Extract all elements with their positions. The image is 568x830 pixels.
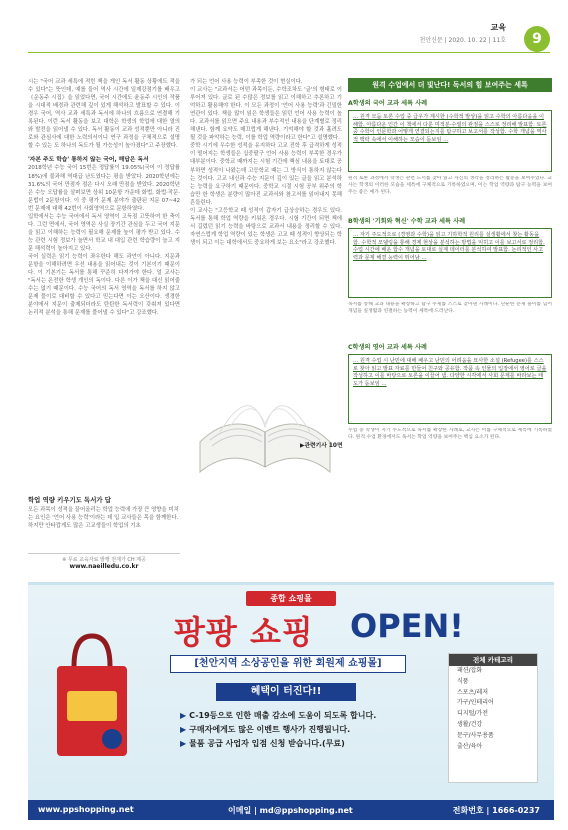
- article-column-1: [28, 78, 180, 496]
- category-item[interactable]: 디지털/가전: [457, 710, 489, 718]
- case-text: … 자기 주도적으로 (경영과 수학)을 읽고 기하학적 원리를 실생활에서 찾는 활동을 함. 수학적 모델링을 통해 경제 현상을 분석하는 방법을 익히고 이를 보고서로 정리함. 수업 시간에 배운 함수 개념을 토대로 실제 데이터를 분석하여 발표함. 논리적인 사고력과 문제 해결 능력이 뛰어남 …: [353, 232, 545, 261]
- category-item[interactable]: 출산/육아: [457, 742, 483, 750]
- related-article-link[interactable]: ▶관련기사 10면: [300, 443, 343, 449]
- article-paragraph: 시는 "국어 교과 세특에 적힌 책을 게인 독서 활동 상황에도 적을 수 있다"는 뜻인데, 예를 들어 역사 시간에 일제강점기를 배우고 《운동주 시집》을 읽었다면, 국어 시간에도 윤동주 시인의 작품을 시대적 배경과 관련해 깊이 있게 해석하고 발표할 수 있다. 이 경우 국어, 역사 교과 세특과 독서에 하나의 흐름으로 연결해 기록된다. 이런 독서 활동을 보고 대학은 학생의 학업에 대한 열의와 발전을 읽어낼 수 있다. 독서 활동이 교과 성적뿐만 아니라 진로와 관심사에 대한 노력의서이니 연구 과정을 구체적으로 설명할 수 있는 도 하나의 독도가 될 가능성이 높아졌다"고 주장했다.: [28, 79, 180, 150]
- inset-box: [28, 495, 180, 547]
- ad-bullet: ▶ C-19등으로 인한 매출 감소에 도움이 되도록 합니다.: [180, 711, 377, 720]
- category-item[interactable]: 식품: [457, 677, 469, 685]
- header-rule: [28, 52, 550, 53]
- credit-box: [28, 553, 180, 577]
- case-title: A학생의 국어 교과 세특 사례: [348, 100, 428, 107]
- category-item[interactable]: 문구/사무용품: [457, 731, 494, 739]
- case-note: 원격 토론 과정에서 학생은 관련 도서를 찾아 읽고 자신의 생각을 정리하는 활동을 보여주었다. 교사는 학생의 이러한 모습을 세특에 구체적으로 기록하였으며, 이는 학업 역량과 탐구 능력을 보여주는 좋은 예가 된다.: [348, 176, 552, 195]
- sidebar-title: 원격 수업에서 더 빛난다! 독서의 힘 보여주는 세특: [348, 78, 552, 92]
- ad-email[interactable]: 이메일 | md@ppshopping.net: [228, 806, 353, 815]
- article-paragraph: 이 교사는 "교과서는 어떤 과목이든, 수학조차도 '글'의 형태로 이루어져 있다. 글로 된 수많은 정보를 읽고 이해하고 추론하고 기억하고 활용해야 한다. 이 모든 과정이 '언어 사용 능력'과 긴밀한 연관이 있다. 책을 많이 읽은 학생들은 읽던 언어 사용 능력이 높다. 교과서를 읽으면 주요 내용과 부수적인 내용을 단계별로 정리해낸다. 함께 요약도 매끄럽게 해낸다. 기억해야 할 것과 흘려도 될 것을 파악하는 능력, 이를 학업 역량이라고 한다"고 설명했다.: [190, 87, 342, 142]
- shopping-bag-icon: [42, 621, 142, 771]
- inset-title: 학업 역량 키우기도 독서가 답: [28, 496, 111, 504]
- section-name: 교육: [490, 23, 506, 32]
- page-number: 9: [524, 26, 550, 52]
- bullet-icon: ▶: [180, 725, 187, 734]
- category-item[interactable]: 생활/건강: [457, 720, 483, 728]
- ad-brand: 팡팡 쇼핑: [174, 613, 314, 651]
- article-paragraph: 국어 실력은 읽기 능력이 좌우한다 해도 과언이 아니다. 지문과 문항을 이해하려면 우선 내용을 읽어내는 것이 기본이기 때문이다. 이 기본기는 독서를 통해 꾸준히 다져가야 한다. 얼 교사는 "독서는 온전한 학생 개인의 독이다. 다른 이가 책을 대신 읽어줄 수는 없기 때문이다. 수능 국어의 독서 영역을 독서를 하지 않고 문제 풀이로 대비할 수 있다고 믿는다면 이는 오산이다. 생경한 분야에서 지문이 출제되더라도 탄탄한 독서력이 갖춰져 있다면 논리적 분석을 통해 문제를 풀어낼 수 있다"고 강조했다.: [28, 253, 180, 317]
- advertisement[interactable]: [28, 582, 554, 820]
- case-note: 수업 중 학생이 자기 주도적으로 독서를 확장한 사례로, 교사는 이를 구체적으로 세특에 기록하였다. 원격 수업 환경에서도 독서는 학업 역량을 보여주는 핵심 요소가 된다.: [348, 428, 552, 440]
- case-text: … 원격 모둠 토론 수업 중 급우가 제시한 (수학적 발상)을 읽고 수학의 아름다움을 이해함. 아름다운 인간 이 책에서 다룬 미적분·수열의 관점을 스스로 정리해 발표함. 토론 중 수학이 인문학과 어떻게 연결되는지를 탐구하고 보고서를 작성함. 수학 개념을 역사적 맥락 속에서 이해하는 모습이 돋보임 …: [353, 114, 547, 143]
- article-paragraph: 중학 시기에 우수한 성적을 유지하다 고교 진학 후 급격하게 성적이 떨어지는 학생들은 십중팔구 언어 사용 능력이 부족한 경우가 대부분이다. 중학교 때까지는 시험 기간에 핵심 내용을 토대로 공부하면 성적이 나왔는데 고등학교 때는 그 방식이 통하지 않는다는 것이다. 고교 내신과 수능 지문이 깊이 있는 글을 읽고 분석하는 능력을 요구하기 때문이다. 중학교 시절 시험 공부 위주의 학습만 한 학생은 분량이 많아진 교과서와 참고서를 읽어내지 못해 흔들린다.: [190, 143, 342, 206]
- case-box: [348, 110, 552, 172]
- page-header: [0, 0, 568, 50]
- ad-url[interactable]: www.ppshopping.net: [38, 805, 134, 814]
- article-paragraph: 2018학년 수능 국어 15번은 정답률이 19.05%(국어 이 정답률 18%)에 불과해 역대급 난도였다는 평을 받았다. 2020학년에는 31.6%의 국어 만점자 점은 다시 오래 만점을 받았다. 2020학년은 수능 오답률을 살펴보면 상위 10문항 가운데 화법, 화법·작문·문법이 2문항이다. 이 중 평가 문제 분야가 출판된 지문 07~42번 문제에 대해 42번이 사회영역으로 문항하였다.: [28, 165, 180, 212]
- paper-info: 천안신문 | 2020. 10. 22 | 11호: [419, 37, 506, 44]
- inset-text: 모든 과목이 성적을 끌어올리는 학업 능력에 가장 큰 영향을 미치는 요인은 '언어 사용 능력'이라는 데 입 교사들은 목을 함께한다. 하지만 안타깝게도 많은 고교생들이 학업의 기초: [28, 507, 179, 529]
- article-paragraph: 가 되는 언어 사용 능력이 부족한 것이 현실이다.: [190, 79, 303, 85]
- credit-url[interactable]: www.naeilledu.co.kr: [69, 563, 139, 570]
- ad-footer: [28, 800, 554, 820]
- case-note: 독서를 통해 교과 내용을 확장하고 탐구 주제를 스스로 찾아낸 사례이다. 단순한 문제 풀이를 넘어 개념을 실생활과 연결하는 능력이 세특에 드러난다.: [348, 302, 552, 314]
- ad-bullet: ▶ 구매자에게도 많은 이벤트 행사가 진행됩니다.: [180, 725, 351, 734]
- case-box: [348, 354, 552, 424]
- sidebar-box: [348, 78, 552, 496]
- article-subheading: '자본 주도 학습' 통하지 않는 국어, 해답은 독서: [28, 157, 149, 164]
- ad-tag: 종합 쇼핑몰: [246, 591, 336, 606]
- bullet-icon: ▶: [180, 739, 187, 748]
- case-box: [348, 228, 552, 298]
- case-title: C학생의 영어 교과 세특 사례: [348, 344, 427, 351]
- ad-category-list: [448, 653, 538, 783]
- ad-bullet: ▶ 물품 공급 사업자 입점 신청 받습니다.(무료): [180, 739, 345, 748]
- category-item[interactable]: 가구/인테리어: [457, 699, 494, 707]
- ad-open: OPEN!: [350, 607, 464, 645]
- credit-note: ※ 무료 교육자료 발행 천재가 CH 제공: [62, 557, 146, 563]
- ad-phone[interactable]: 전화번호 | 1666-0237: [452, 806, 540, 815]
- bullet-icon: ▶: [180, 711, 187, 720]
- case-text: … 원격 수업 시 난민에 대해 배우고 난민의 어려움을 묘사한 소설 (Refugee)를 스스로 찾아 읽고 발표 자료를 만들어 친구와 공유함. 작품 속 인물의 입장에서 영어로 글을 작성하고 이를 바탕으로 토론을 이끌어 냄. 다양한 시각에서 사회 문제를 바라보는 태도가 돋보임 …: [353, 358, 547, 387]
- category-item[interactable]: 패션/잡화: [457, 667, 483, 674]
- ad-benefit-banner: 혜택이 터진다!!: [216, 683, 356, 701]
- ad-bullet-list: [180, 709, 376, 751]
- category-item[interactable]: 스포츠/레저: [457, 688, 489, 696]
- category-title: 전체 카테고리: [449, 654, 537, 666]
- article-paragraph: 이 교사는 "고등학교 때 성적이 갑자기 급상승하는 경우도 있다. 독서를 통해 학업 역량을 키워온 경우다. 시험 기간이 되면 책에서 길렀던 읽기 능력을 바탕으로 교과서 내용을 정리할 수 있다. 자연스럽게 학업 역량이 있는 학생은 고교 때 성적이 향상되는 학생이 되고 이는 대학에서도 중요하게 보는 요소"라고 강조했다.: [190, 207, 342, 246]
- article-paragraph: 입학에서는 수능 국어에서 독서 영역이 고득점 고뜻하여 한 축이다. 그런 면에서, 국어 영역은 사실 장기간 관심을 두고 국어 지문을 읽고 이해하는 능력이 필요해 문제를 높이 평가 받고 있다. 수능 관련 시험 정보가 늘면서 학교 내 대입 관련 학습량이 늘고 지문 해석력이 높아지고 있다.: [28, 213, 180, 252]
- open-book-image: [190, 372, 340, 492]
- ad-tagline: [천안지역 소상공인을 위한 회원제 쇼핑몰]: [170, 655, 406, 673]
- case-title: B학생의 '기회와 혁신' 수학 교과 세특 사례: [348, 218, 466, 225]
